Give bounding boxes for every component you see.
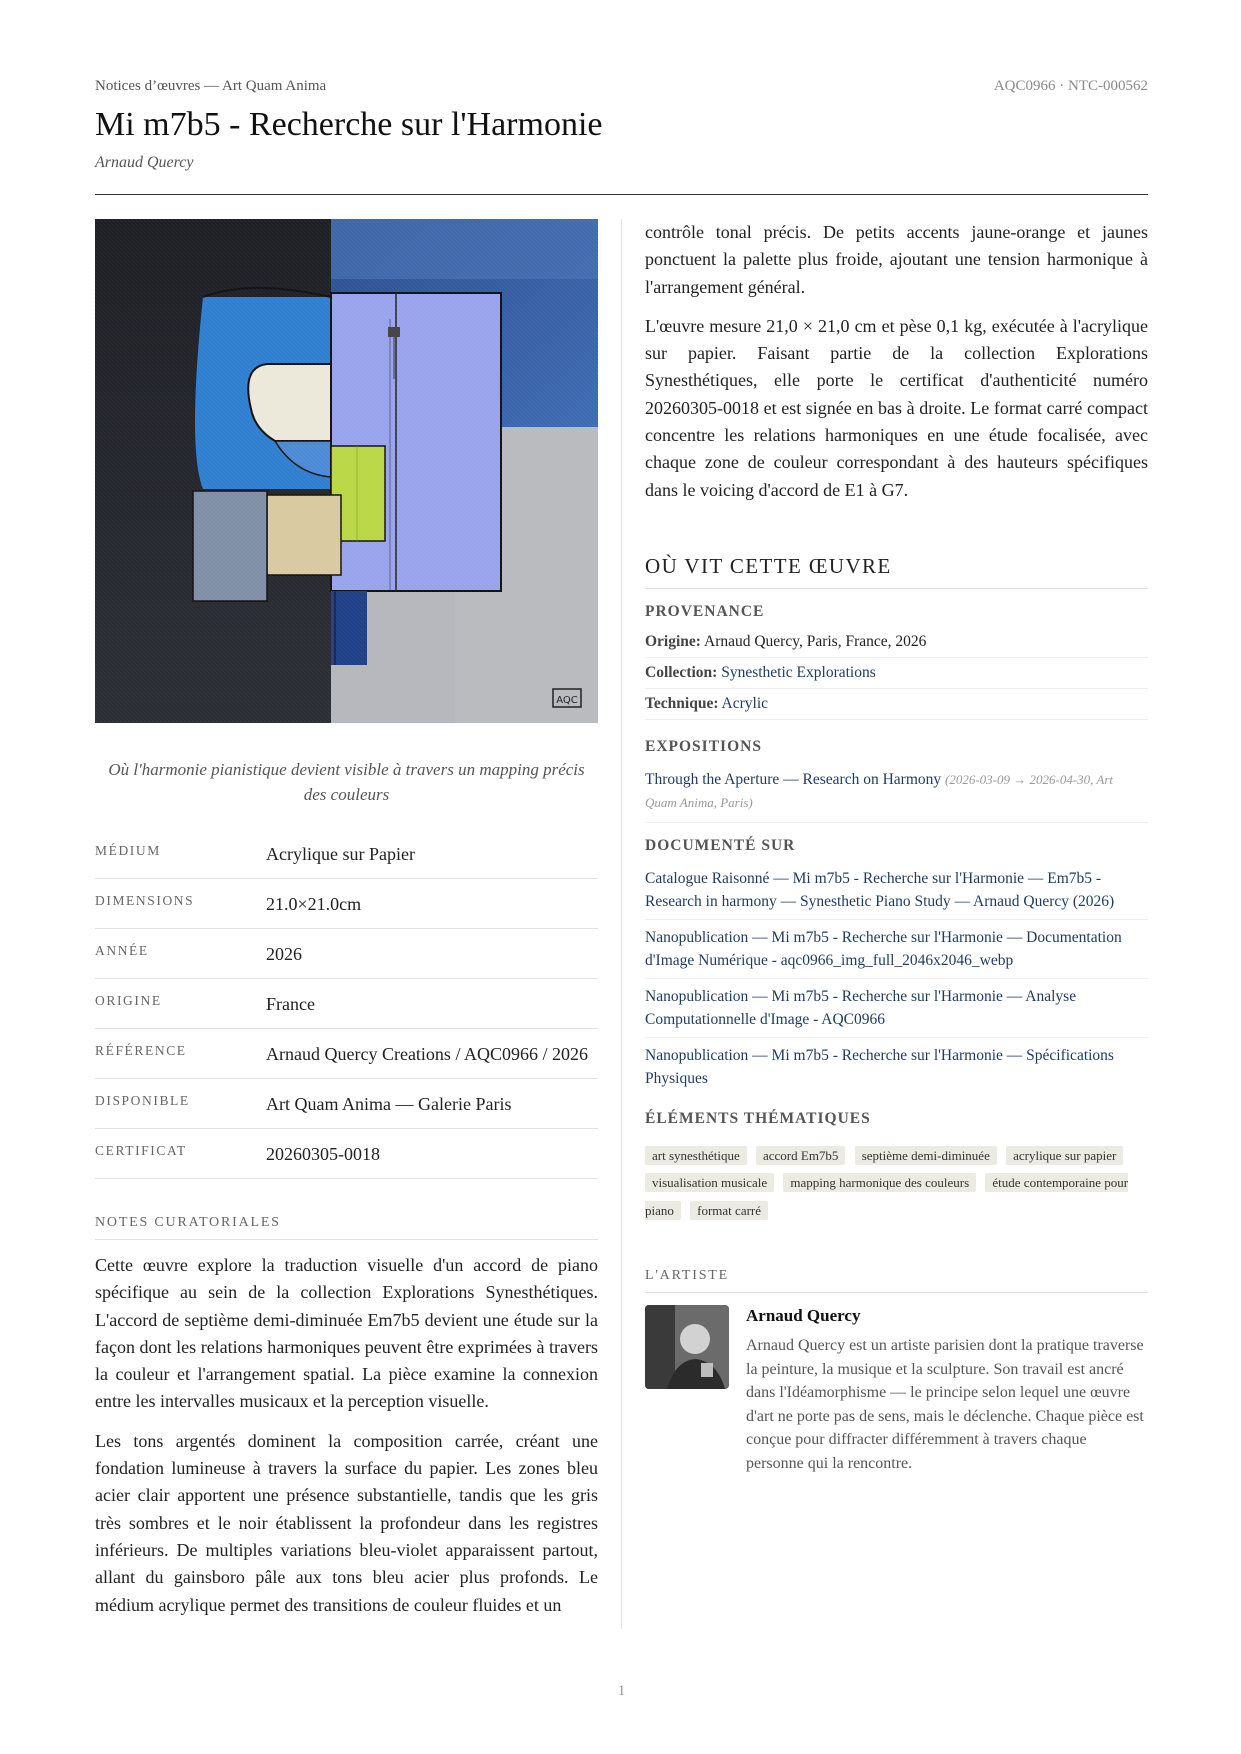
- origin-value: Arnaud Quercy, Paris, France, 2026: [704, 632, 927, 650]
- header-line: [95, 78, 1148, 95]
- reference-code: AQC0966 · NTC-000562: [993, 78, 1148, 94]
- page-title: Mi m7b5 - Recherche sur l'Harmonie: [95, 106, 603, 143]
- spec-value: 2026: [266, 929, 598, 979]
- collection-key: Collection:: [645, 663, 718, 681]
- theme-tag[interactable]: format carré: [690, 1201, 768, 1220]
- provenance-heading: PROVENANCE: [645, 602, 765, 620]
- technique-row: [645, 689, 1148, 720]
- document-page: [95, 0, 1148, 1754]
- notes-paragraph: Cette œuvre explore la traduction visuelle d'un accord de piano spécifique au sein de la collection Explorations Synesthétiques. L'accord de septième demi-diminuée Em7b5 devient une étude sur la façon dont les relations harmoniques peuvent être exprimées à travers la couleur et l'arrangement spatial. La pièce examine la connexion entre les intervalles musicaux et la perception visuelle.: [95, 1255, 598, 1412]
- exhibition-link[interactable]: Through the Aperture — Research on Harmony: [645, 770, 942, 788]
- spec-value: 21.0×21.0cm: [266, 879, 598, 929]
- document-link[interactable]: Catalogue Raisonné — Mi m7b5 - Recherche sur l'Harmonie — Em7b5 - Research in harmony — Synesthetic Piano Study — Arnaud Quercy (2026): [645, 861, 1148, 920]
- where-section-title: OÙ VIT CETTE ŒUVRE: [645, 554, 1148, 589]
- spec-value: Acrylique sur Papier: [266, 829, 598, 879]
- theme-tag[interactable]: acrylique sur papier: [1006, 1146, 1123, 1165]
- table-row: [95, 879, 598, 929]
- spec-value: Art Quam Anima — Galerie Paris: [266, 1079, 598, 1129]
- left-column: [95, 219, 598, 1619]
- collection-link[interactable]: Synesthetic Explorations: [721, 663, 876, 681]
- origin-row: [645, 627, 1148, 658]
- right-column: [645, 219, 1148, 1505]
- notes-paragraph: Les tons argentés dominent la composition carrée, créant une fondation lumineuse à travers la surface du papier. Les zones bleu acier clair apportent une présence substantielle, tandis que les gris très sombres et le noir établissent la profondeur dans les registres inférieurs. De multiples variations bleu-violet apparaissent partout, allant du gainsboro pâle aux tons bleu acier plus profonds. Le médium acrylique permet des transitions de couleur fluides et un: [95, 1430, 598, 1615]
- author-name: Arnaud Quercy: [95, 154, 194, 171]
- avatar: [645, 1305, 729, 1389]
- column-divider: [621, 219, 622, 1629]
- spec-label: CERTIFICAT: [95, 1129, 266, 1179]
- spec-value: Arnaud Quercy Creations / AQC0966 / 2026: [266, 1029, 598, 1079]
- notes-paragraph: contrôle tonal précis. De petits accents jaune-orange et jaunes ponctuent la palette plus froide, ajoutant une tension harmonique à l'arrangement général.: [645, 222, 1148, 297]
- page-number: 1: [617, 1683, 626, 1699]
- exhibition-meta: (2026-03-09 → 2026-04-30, Art Quam Anima, Paris): [645, 771, 1114, 810]
- table-row: [95, 929, 598, 979]
- table-row: [95, 1029, 598, 1079]
- spec-label: MÉDIUM: [95, 829, 266, 879]
- theme-tag[interactable]: mapping harmonique des couleurs: [783, 1173, 976, 1192]
- exhibition-item: [645, 762, 1148, 823]
- table-row: [95, 1079, 598, 1129]
- document-link[interactable]: Nanopublication — Mi m7b5 - Recherche sur l'Harmonie — Analyse Computationnelle d'Image - AQC0966: [645, 979, 1148, 1038]
- spec-label: ORIGINE: [95, 979, 266, 1029]
- expositions-heading: EXPOSITIONS: [645, 737, 762, 755]
- technique-link[interactable]: Acrylic: [721, 694, 769, 712]
- notes-paragraph: L'œuvre mesure 21,0 × 21,0 cm et pèse 0,1 kg, exécutée à l'acrylique sur papier. Faisant partie de la collection Explorations Synesthétiques, elle porte le certificat d'authenticité numéro 20260305-0018 et est signée en bas à droite. Le format carré compact concentre les relations harmoniques en une étude focalisée, avec chaque zone de couleur correspondant à des hauteurs spécifiques dans le voicing d'accord de E1 à G7.: [645, 315, 1148, 500]
- theme-tag[interactable]: accord Em7b5: [756, 1146, 845, 1165]
- header-divider: [95, 194, 1148, 195]
- tag-list: [645, 1142, 1148, 1225]
- theme-tag[interactable]: art synesthétique: [645, 1146, 747, 1165]
- spec-label: RÉFÉRENCE: [95, 1029, 266, 1079]
- themes-heading: ÉLÉMENTS THÉMATIQUES: [645, 1109, 871, 1127]
- table-row: [95, 829, 598, 879]
- curatorial-notes: [95, 1252, 598, 1619]
- spec-label: ANNÉE: [95, 929, 266, 979]
- document-link[interactable]: Nanopublication — Mi m7b5 - Recherche sur l'Harmonie — Spécifications Physiques: [645, 1046, 1114, 1087]
- specs-table: [95, 829, 598, 1179]
- technique-key: Technique:: [645, 694, 719, 712]
- artwork-image: [95, 219, 598, 723]
- curatorial-notes-label: NOTES CURATORIALES: [95, 1215, 598, 1240]
- artist-block: [645, 1305, 1148, 1505]
- series-label: Notices d’œuvres — Art Quam Anima: [95, 78, 327, 94]
- spec-label: DISPONIBLE: [95, 1079, 266, 1129]
- document-link[interactable]: Nanopublication — Mi m7b5 - Recherche sur l'Harmonie — Documentation d'Image Numérique - aqc0966_img_full_2046x2046_webp: [645, 920, 1148, 979]
- artwork-caption: Où l'harmonie pianistique devient visible à travers un mapping précis des couleurs: [108, 760, 585, 804]
- artist-bio: Arnaud Quercy est un artiste parisien dont la pratique traverse la peinture, la musique et la sculpture. Son travail est ancré dans l'Idéamorphisme — le principe selon lequel une œuvre d'art ne porte pas de sens, mais le déclenche. Chaque pièce est conçue pour diffracter différemment à travers chaque personne qui la rencontre.: [746, 1337, 1144, 1472]
- svg-text:AQC: AQC: [556, 695, 578, 706]
- theme-tag[interactable]: étude contemporaine pour piano: [645, 1175, 1129, 1218]
- spec-value: 20260305-0018: [266, 1129, 598, 1179]
- collection-row: [645, 658, 1148, 689]
- notes-continued: [645, 219, 1148, 504]
- table-row: [95, 979, 598, 1029]
- table-row: [95, 1129, 598, 1179]
- artist-name: Arnaud Quercy: [746, 1306, 861, 1326]
- origin-key: Origine:: [645, 632, 701, 650]
- documented-heading: DOCUMENTÉ SUR: [645, 836, 796, 854]
- theme-tag[interactable]: septième demi-diminuée: [855, 1146, 997, 1165]
- spec-value: France: [266, 979, 598, 1029]
- theme-tag[interactable]: visualisation musicale: [645, 1173, 774, 1192]
- spec-label: DIMENSIONS: [95, 879, 266, 929]
- artist-section-label: L'ARTISTE: [645, 1268, 1148, 1293]
